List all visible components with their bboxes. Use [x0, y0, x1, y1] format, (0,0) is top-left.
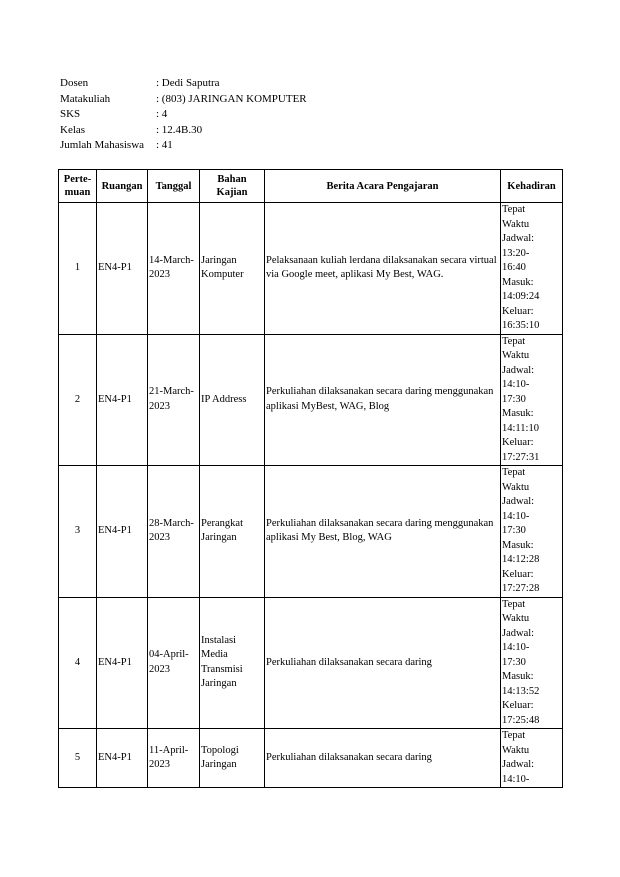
date-cell: 28-March-2023	[148, 466, 200, 598]
meeting-number: 3	[59, 466, 97, 598]
info-row-dosen	[60, 76, 307, 92]
attendance-line: Waktu	[502, 744, 530, 756]
topic-cell: Jaringan Komputer	[200, 203, 265, 335]
attendance-cell	[501, 466, 563, 598]
topic-cell: IP Address	[200, 334, 265, 466]
attendance-line: 14:10-	[502, 773, 530, 785]
attendance-line: 14:12:28	[502, 554, 540, 565]
attendance-line: Tepat	[502, 730, 526, 741]
attendance-line: 17:30	[502, 656, 526, 668]
attendance-line: Waktu	[502, 350, 530, 361]
attendance-line: Waktu	[502, 218, 530, 230]
attendance-line: 14:09:24	[502, 291, 540, 302]
info-row-sks	[60, 107, 307, 123]
course-info	[60, 76, 307, 154]
attendance-line: 13:20-	[502, 247, 530, 259]
attendance-line: Keluar:	[502, 700, 534, 711]
attendance-line: Tepat	[502, 598, 526, 610]
info-row-kelas	[60, 123, 307, 139]
attendance-line: Masuk:	[502, 408, 534, 419]
teaching-log-table	[58, 169, 563, 788]
date-cell: 21-March-2023	[148, 334, 200, 466]
table-row	[59, 597, 563, 729]
info-label: Kelas	[60, 123, 86, 136]
attendance-line: Masuk:	[502, 539, 534, 551]
attendance-line: 17:30	[502, 525, 526, 536]
info-label: SKS	[60, 108, 81, 120]
info-value: : Dedi Saputra	[156, 77, 220, 89]
room-cell: EN4-P1	[97, 466, 148, 598]
attendance-line: Tepat	[502, 467, 526, 478]
column-header: Bahan Kajian	[200, 170, 265, 203]
column-header: Berita Acara Pengajaran	[265, 170, 501, 203]
attendance-line: Keluar:	[502, 437, 534, 448]
info-value: : 4	[156, 108, 168, 120]
column-header: Tanggal	[148, 170, 200, 203]
attendance-line: 14:11:10	[502, 422, 539, 434]
attendance-line: 14:10-	[502, 510, 530, 522]
room-cell: EN4-P1	[97, 334, 148, 466]
attendance-line: Jadwal:	[502, 233, 535, 244]
meeting-number: 2	[59, 334, 97, 466]
attendance-line: Jadwal:	[502, 759, 535, 770]
report-cell: Perkuliahan dilaksanakan secara daring menggunakan aplikasi MyBest, WAG, Blog	[265, 334, 501, 466]
info-row-jumlah-mahasiswa	[60, 138, 307, 154]
topic-cell: Topologi Jaringan	[200, 729, 265, 788]
topic-cell: Instalasi Media Transmisi Jaringan	[200, 597, 265, 729]
table-row	[59, 466, 563, 598]
attendance-line: Tepat	[502, 204, 526, 215]
info-label: Matakuliah	[60, 92, 111, 105]
table-row	[59, 203, 563, 335]
column-header: Kehadiran	[501, 170, 563, 203]
attendance-line: Waktu	[502, 613, 530, 624]
attendance-cell	[501, 203, 563, 335]
topic-cell: Perangkat Jaringan	[200, 466, 265, 598]
room-cell: EN4-P1	[97, 729, 148, 788]
attendance-line: Masuk:	[502, 276, 534, 288]
attendance-line: Waktu	[502, 481, 530, 493]
attendance-line: 17:27:28	[502, 583, 540, 594]
table-row	[59, 334, 563, 466]
attendance-line: Jadwal:	[502, 496, 535, 507]
meeting-number: 1	[59, 203, 97, 335]
attendance-line: Jadwal:	[502, 627, 535, 639]
meeting-number: 4	[59, 597, 97, 729]
column-header: Ruangan	[97, 170, 148, 203]
info-row-matakuliah	[60, 92, 307, 108]
attendance-cell	[501, 597, 563, 729]
attendance-line: 17:30	[502, 393, 526, 405]
attendance-line: 14:10-	[502, 642, 530, 653]
info-value: : 41	[156, 139, 173, 151]
attendance-line: Keluar:	[502, 568, 534, 580]
column-header: Perte-muan	[59, 170, 97, 203]
info-label: Jumlah Mahasiswa	[60, 139, 145, 151]
attendance-line: Masuk:	[502, 671, 534, 682]
room-cell: EN4-P1	[97, 203, 148, 335]
attendance-line: Jadwal:	[502, 364, 535, 376]
table-row	[59, 729, 563, 788]
info-value: : 12.4B.30	[156, 123, 203, 136]
attendance-line: 16:35:10	[502, 320, 540, 331]
attendance-line: 17:27:31	[502, 451, 540, 463]
report-cell: Pelaksanaan kuliah lerdana dilaksanakan secara virtual via Google meet, aplikasi My Best, WAG.	[265, 203, 501, 335]
attendance-line: 14:10-	[502, 379, 530, 390]
attendance-line: 17:25:48	[502, 714, 540, 726]
meeting-number: 5	[59, 729, 97, 788]
attendance-line: Tepat	[502, 335, 526, 347]
date-cell: 04-April-2023	[148, 597, 200, 729]
attendance-line: Keluar:	[502, 305, 534, 317]
attendance-line: 14:13:52	[502, 685, 540, 697]
report-cell: Perkuliahan dilaksanakan secara daring	[265, 597, 501, 729]
attendance-cell	[501, 334, 563, 466]
info-label: Dosen	[60, 77, 89, 89]
attendance-cell	[501, 729, 563, 788]
info-value: : (803) JARINGAN KOMPUTER	[156, 92, 307, 105]
attendance-line: 16:40	[502, 262, 526, 273]
date-cell: 14-March-2023	[148, 203, 200, 335]
report-cell: Perkuliahan dilaksanakan secara daring	[265, 729, 501, 788]
room-cell: EN4-P1	[97, 597, 148, 729]
date-cell: 11-April-2023	[148, 729, 200, 788]
report-cell: Perkuliahan dilaksanakan secara daring menggunakan aplikasi My Best, Blog, WAG	[265, 466, 501, 598]
table-header-row	[59, 170, 563, 203]
